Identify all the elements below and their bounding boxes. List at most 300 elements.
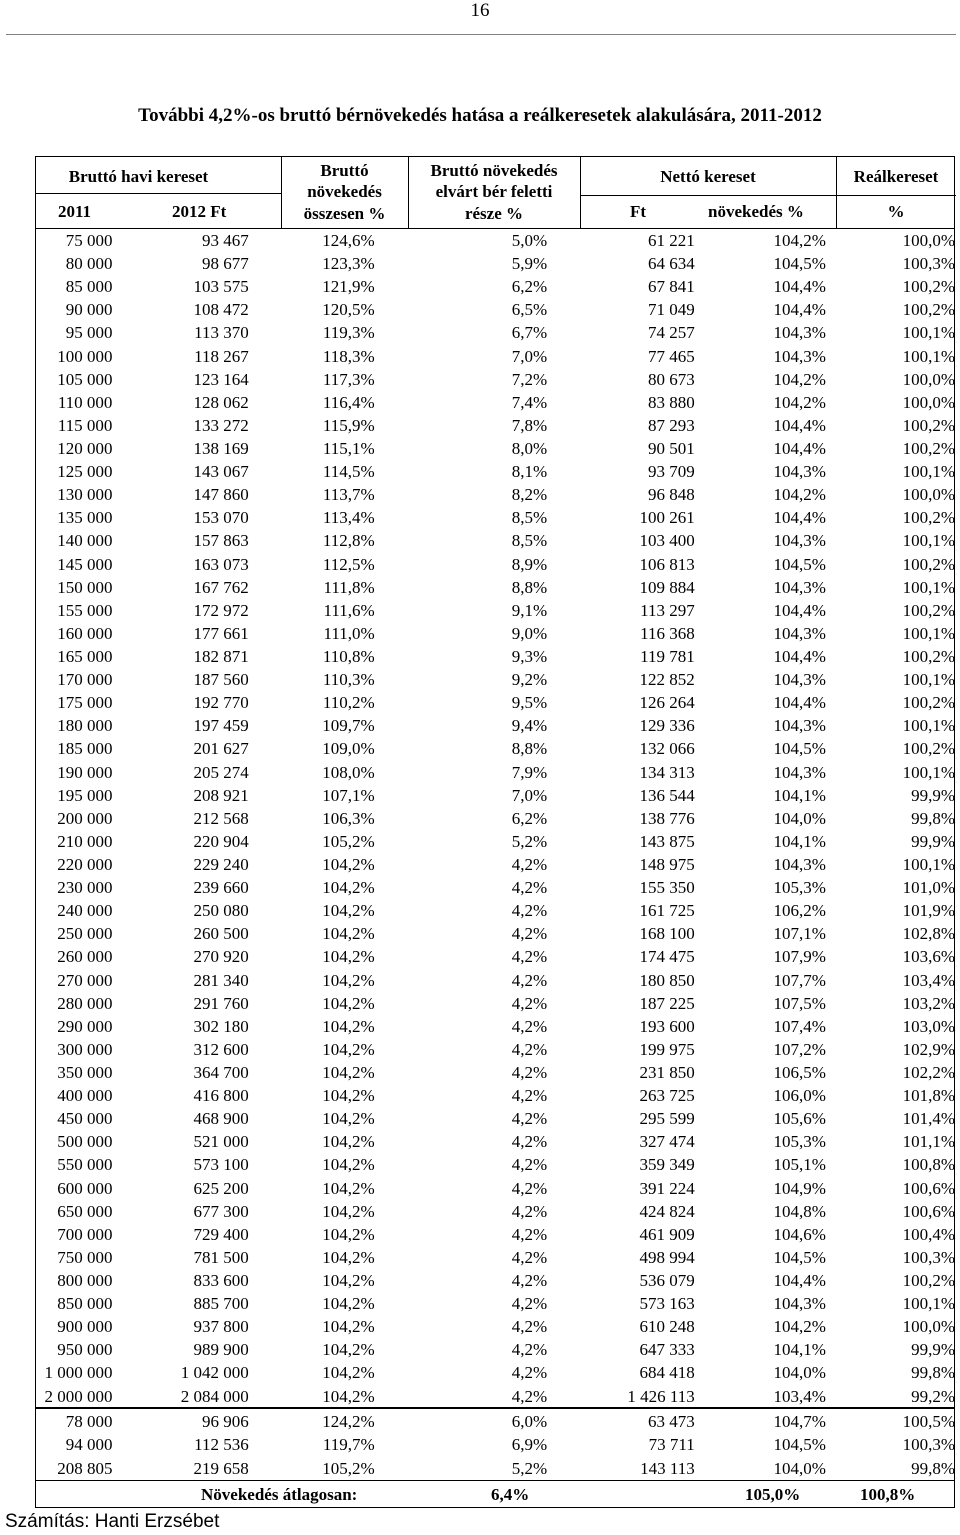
table-cell: 104,0% [773, 1363, 826, 1383]
table-row [35, 1361, 955, 1384]
table-cell: 7,8% [511, 415, 548, 435]
table-cell: 105,3% [773, 878, 826, 898]
table-cell: 96 906 [201, 1412, 249, 1432]
table-cell: 112 536 [194, 1435, 249, 1455]
table-cell: 100,0% [902, 369, 955, 389]
table-cell: 104,2% [322, 855, 375, 874]
table-cell: 104,2% [322, 993, 375, 1013]
header-gross-monthly: Bruttó havi kereset [68, 167, 209, 186]
table-cell: 4,2% [511, 1086, 548, 1106]
header-real: Reálkereset [853, 167, 939, 186]
table-cell: 85 000 [65, 277, 113, 297]
table-row [35, 691, 955, 714]
table-cell: 155 350 [639, 878, 695, 898]
table-cell: 105,6% [773, 1109, 826, 1129]
table-cell: 63 473 [648, 1412, 695, 1432]
table-cell: 100,1% [902, 855, 955, 874]
table-cell: 7,4% [511, 392, 548, 412]
table-cell: 219 658 [193, 1458, 249, 1478]
table-cell: 5,2% [511, 831, 548, 851]
table-cell: 107,5% [773, 993, 826, 1013]
table-cell: 168 100 [639, 924, 695, 944]
table-cell: 105 000 [57, 369, 113, 389]
table-cell: 104,2% [322, 1294, 375, 1314]
table-cell: 100,2% [902, 739, 955, 759]
table-cell: 100,6% [902, 1178, 955, 1198]
table-cell: 106,0% [773, 1086, 826, 1106]
table-cell: 113 297 [640, 600, 695, 620]
table-cell: 100,1% [902, 462, 955, 482]
table-cell: 104,0% [773, 808, 826, 828]
table-cell: 400 000 [57, 1086, 113, 1106]
header-net: Nettó kereset [660, 167, 756, 186]
table-cell: 220 904 [193, 831, 249, 851]
table-row [35, 252, 955, 275]
table-cell: 190 000 [57, 762, 113, 782]
table-cell: 99,2% [911, 1386, 955, 1406]
table-cell: 106,5% [773, 1062, 826, 1082]
table-row [35, 1384, 955, 1407]
table-cell: 100,1% [902, 577, 955, 597]
table-cell: 229 240 [193, 855, 249, 874]
table-cell: 113 370 [194, 323, 249, 343]
table-cell: 700 000 [57, 1224, 113, 1244]
table-row [35, 506, 955, 529]
table-cell: 885 700 [193, 1294, 249, 1314]
table-cell: 100,1% [902, 623, 955, 643]
table-cell: 100,2% [902, 693, 955, 713]
table-cell: 90 501 [648, 439, 695, 459]
table-cell: 2 000 000 [44, 1386, 113, 1406]
table-separator [35, 1407, 955, 1409]
table-cell: 170 000 [57, 670, 113, 690]
table-cell: 8,8% [511, 577, 548, 597]
table-cell: 104,2% [322, 1340, 375, 1360]
header-year-2012: 2012 Ft [172, 202, 227, 221]
table-row [35, 298, 955, 321]
table-cell: 67 841 [648, 277, 695, 297]
table-cell: 6,2% [511, 277, 548, 297]
table-cell: 100,1% [902, 323, 955, 343]
table-cell: 99,9% [911, 831, 955, 851]
table-cell: 99,8% [911, 1363, 955, 1383]
table-cell: 119,7% [322, 1435, 375, 1455]
table-cell: 116 368 [640, 623, 695, 643]
table-cell: 4,2% [511, 878, 548, 898]
table-cell: 160 000 [57, 623, 113, 643]
table-cell: 4,2% [511, 1016, 548, 1036]
table-cell: 781 500 [193, 1247, 249, 1267]
table-cell: 100,3% [902, 1247, 955, 1267]
table-cell: 461 909 [639, 1224, 695, 1244]
table-cell: 104,3% [773, 716, 826, 736]
table-cell: 647 333 [639, 1340, 695, 1360]
table-cell: 101,1% [902, 1132, 955, 1152]
table-cell: 231 850 [639, 1062, 695, 1082]
table-cell: 573 163 [639, 1294, 695, 1314]
table-cell: 102,2% [902, 1062, 955, 1082]
header-expected-3: része % [464, 204, 524, 223]
example-rows-table [35, 1410, 955, 1480]
header-net-growth: növekedés % [708, 202, 804, 221]
table-row [35, 1200, 955, 1223]
table-cell: 115,9% [322, 415, 375, 435]
page-number: 16 [470, 0, 490, 21]
table-cell: 107,7% [773, 970, 826, 990]
table-cell: 6,9% [511, 1435, 548, 1455]
table-cell: 104,3% [773, 855, 826, 874]
table-cell: 7,9% [511, 762, 548, 782]
header-expected-2: elvárt bér feletti [435, 182, 553, 201]
table-cell: 424 824 [639, 1201, 695, 1221]
table-cell: 104,3% [773, 531, 826, 551]
table-row [35, 414, 955, 437]
table-cell: 104,3% [773, 762, 826, 782]
table-cell: 4,2% [511, 1317, 548, 1337]
table-cell: 104,2% [773, 369, 826, 389]
table-cell: 100,1% [902, 346, 955, 366]
table-cell: 111,0% [323, 623, 375, 643]
table-cell: 165 000 [57, 647, 113, 667]
table-cell: 64 634 [648, 254, 695, 274]
table-row [35, 969, 955, 992]
table-cell: 104,2% [322, 1155, 375, 1175]
table-cell: 208 921 [193, 785, 249, 805]
table-cell: 104,2% [773, 485, 826, 505]
table-cell: 123,3% [322, 254, 375, 274]
table-cell: 9,2% [511, 670, 548, 690]
table-cell: 4,2% [511, 1039, 548, 1059]
table-cell: 193 600 [639, 1016, 695, 1036]
table-row [35, 275, 955, 298]
table-cell: 108,0% [322, 762, 375, 782]
table-cell: 9,4% [511, 716, 548, 736]
table-cell: 172 972 [193, 600, 249, 620]
table-cell: 107,9% [773, 947, 826, 967]
header-real-pct: % [887, 202, 905, 221]
table-cell: 104,2% [322, 1039, 375, 1059]
table-cell: 104,2% [773, 392, 826, 412]
table-cell: 100,2% [902, 600, 955, 620]
table-cell: 112,8% [322, 531, 375, 551]
table-cell: 182 871 [193, 647, 249, 667]
table-cell: 95 000 [65, 323, 113, 343]
header-gross-growth-1: Bruttó [320, 161, 369, 180]
table-row [35, 1061, 955, 1084]
table-cell: 104,5% [773, 1247, 826, 1267]
table-cell: 104,2% [322, 924, 375, 944]
table-row [35, 784, 955, 807]
table-cell: 103,4% [773, 1386, 826, 1406]
table-row [35, 1084, 955, 1107]
table-row [35, 1153, 955, 1176]
table-cell: 4,2% [511, 993, 548, 1013]
table-cell: 195 000 [57, 785, 113, 805]
table-cell: 8,2% [511, 485, 548, 505]
table-cell: 109 884 [639, 577, 695, 597]
table-cell: 116,4% [322, 392, 375, 412]
table-cell: 4,2% [511, 1109, 548, 1129]
table-cell: 9,1% [511, 600, 548, 620]
table-cell: 104,2% [322, 1109, 375, 1129]
table-cell: 107,1% [773, 924, 826, 944]
table-cell: 123 164 [193, 369, 249, 389]
table-cell: 104,3% [773, 577, 826, 597]
table-cell: 98 677 [201, 254, 249, 274]
table-cell: 100,2% [902, 1270, 955, 1290]
table-cell: 250 000 [57, 924, 113, 944]
table-row [35, 761, 955, 784]
table-cell: 104,2% [322, 1201, 375, 1221]
table-cell: 4,2% [511, 1224, 548, 1244]
table-row [35, 992, 955, 1015]
table-cell: 94 000 [65, 1435, 113, 1455]
table-cell: 610 248 [639, 1317, 695, 1337]
table-cell: 105,1% [773, 1155, 826, 1175]
table-cell: 175 000 [57, 693, 113, 713]
table-cell: 104,2% [322, 1178, 375, 1198]
table-cell: 416 800 [193, 1086, 249, 1106]
table-row [35, 1433, 955, 1456]
header-expected-1: Bruttó növekedés [430, 161, 558, 180]
table-cell: 4,2% [511, 1132, 548, 1152]
table-cell: 103,4% [902, 970, 955, 990]
table-row [35, 229, 955, 252]
table-cell: 107,1% [322, 785, 375, 805]
table-row [35, 529, 955, 552]
table-cell: 100,1% [902, 531, 955, 551]
table-cell: 230 000 [57, 878, 113, 898]
table-cell: 100,0% [902, 485, 955, 505]
header-net-ft: Ft [630, 202, 647, 221]
table-row [35, 1015, 955, 1038]
header-divider [36, 193, 281, 194]
table-cell: 100,6% [902, 1201, 955, 1221]
table-row [35, 1269, 955, 1292]
table-cell: 4,2% [511, 1386, 548, 1406]
table-cell: 192 770 [193, 693, 249, 713]
table-cell: 104,4% [773, 508, 826, 528]
table-cell: 187 560 [193, 670, 249, 690]
credit-note: Számítás: Hanti Erzsébet [5, 1511, 220, 1532]
header-year-2011: 2011 [58, 202, 92, 221]
table-cell: 118 267 [194, 346, 249, 366]
table-cell: 138 169 [193, 439, 249, 459]
table-cell: 150 000 [57, 577, 113, 597]
table-cell: 104,3% [773, 346, 826, 366]
table-cell: 104,2% [322, 1317, 375, 1337]
table-cell: 302 180 [193, 1016, 249, 1036]
table-cell: 167 762 [193, 577, 249, 597]
header-gross-growth-2: növekedés [307, 182, 382, 201]
table-cell: 136 544 [639, 785, 695, 805]
table-cell: 1 426 113 [627, 1386, 695, 1406]
table-cell: 110,3% [322, 670, 375, 690]
table-cell: 110,2% [322, 693, 375, 713]
table-cell: 4,2% [511, 970, 548, 990]
table-cell: 187 225 [639, 993, 695, 1013]
table-cell: 163 073 [193, 554, 249, 574]
table-cell: 96 848 [648, 485, 695, 505]
table-row [35, 922, 955, 945]
table-row [35, 1038, 955, 1061]
table-cell: 161 725 [639, 901, 695, 921]
table-cell: 80 000 [65, 254, 113, 274]
table-row [35, 437, 955, 460]
table-cell: 77 465 [648, 346, 695, 366]
table-cell: 103,2% [902, 993, 955, 1013]
table-cell: 75 000 [65, 231, 113, 251]
table-cell: 104,2% [773, 231, 826, 251]
table-cell: 104,2% [322, 1132, 375, 1152]
table-cell: 90 000 [65, 300, 113, 320]
table-cell: 100,1% [902, 1294, 955, 1314]
table-cell: 104,0% [773, 1458, 826, 1478]
table-cell: 281 340 [193, 970, 249, 990]
table-cell: 104,2% [322, 1062, 375, 1082]
table-cell: 110,8% [322, 647, 375, 667]
table-cell: 239 660 [193, 878, 249, 898]
table-cell: 100,2% [902, 508, 955, 528]
table-cell: 104,5% [773, 1435, 826, 1455]
table-cell: 119,3% [322, 323, 375, 343]
average-label: Növekedés átlagosan: [201, 1485, 358, 1504]
table-cell: 117,3% [322, 369, 375, 389]
table-cell: 104,4% [773, 277, 826, 297]
table-cell: 104,6% [773, 1224, 826, 1244]
average-real: 100,8% [860, 1485, 916, 1504]
average-expected: 6,4% [491, 1485, 530, 1504]
average-row [35, 1480, 955, 1508]
table-cell: 600 000 [57, 1178, 113, 1198]
table-cell: 550 000 [57, 1155, 113, 1175]
table-cell: 101,0% [902, 878, 955, 898]
table-cell: 240 000 [57, 901, 113, 921]
table-cell: 100,1% [902, 716, 955, 736]
table-cell: 103 575 [193, 277, 249, 297]
table-cell: 4,2% [511, 1201, 548, 1221]
table-cell: 73 711 [648, 1435, 695, 1455]
table-cell: 536 079 [639, 1270, 695, 1290]
table-cell: 100,1% [902, 670, 955, 690]
table-cell: 900 000 [57, 1317, 113, 1337]
table-cell: 5,2% [511, 1458, 548, 1478]
table-cell: 4,2% [511, 901, 548, 921]
table-cell: 104,4% [773, 439, 826, 459]
table-cell: 4,2% [511, 1270, 548, 1290]
table-cell: 153 070 [193, 508, 249, 528]
table-row [35, 391, 955, 414]
table-cell: 121,9% [322, 277, 375, 297]
data-table [35, 229, 955, 1408]
table-cell: 104,2% [322, 878, 375, 898]
table-cell: 4,2% [511, 1340, 548, 1360]
table-cell: 104,2% [322, 1086, 375, 1106]
table-cell: 364 700 [193, 1062, 249, 1082]
table-cell: 260 500 [193, 924, 249, 944]
table-cell: 112,5% [322, 554, 375, 574]
table-cell: 200 000 [57, 808, 113, 828]
table-cell: 750 000 [57, 1247, 113, 1267]
table-cell: 729 400 [193, 1224, 249, 1244]
table-cell: 2 084 000 [180, 1386, 249, 1406]
table-cell: 100,2% [902, 554, 955, 574]
table-row [35, 599, 955, 622]
table-row [35, 553, 955, 576]
table-cell: 650 000 [57, 1201, 113, 1221]
table-cell: 148 975 [639, 855, 695, 874]
table-row [35, 1292, 955, 1315]
table-cell: 7,2% [511, 369, 548, 389]
table-cell: 134 313 [639, 762, 695, 782]
table-cell: 500 000 [57, 1132, 113, 1152]
table-cell: 108 472 [193, 300, 249, 320]
table-cell: 1 000 000 [44, 1363, 113, 1383]
table-cell: 4,2% [511, 947, 548, 967]
table-cell: 263 725 [639, 1086, 695, 1106]
table-row [35, 1410, 955, 1433]
table-cell: 205 274 [193, 762, 249, 782]
table-cell: 6,7% [511, 323, 548, 343]
table-cell: 143 875 [639, 831, 695, 851]
table-cell: 104,4% [773, 415, 826, 435]
table-cell: 111,8% [323, 577, 375, 597]
table-cell: 468 900 [193, 1109, 249, 1129]
table-cell: 103,6% [902, 947, 955, 967]
table-cell: 180 000 [57, 716, 113, 736]
table-cell: 129 336 [639, 716, 695, 736]
table-cell: 104,9% [773, 1178, 826, 1198]
table-title: További 4,2%-os bruttó bérnövekedés hatása a reálkeresetek alakulására, 2011-2012 [138, 105, 822, 126]
table-cell: 8,5% [511, 508, 548, 528]
header-gross-growth-3: összesen % [303, 204, 386, 223]
table-cell: 280 000 [57, 993, 113, 1013]
table-cell: 270 000 [57, 970, 113, 990]
table-cell: 100,3% [902, 1435, 955, 1455]
table-cell: 104,2% [773, 1317, 826, 1337]
table-cell: 99,8% [911, 808, 955, 828]
table-cell: 115 000 [57, 415, 113, 435]
table-cell: 101,4% [902, 1109, 955, 1129]
table-cell: 99,9% [911, 785, 955, 805]
table-row [35, 1176, 955, 1199]
table-row [35, 1315, 955, 1338]
table-cell: 104,2% [322, 1270, 375, 1290]
average-net-growth: 105,0% [745, 1485, 801, 1504]
table-cell: 950 000 [57, 1340, 113, 1360]
table-cell: 100,2% [902, 439, 955, 459]
table-cell: 104,4% [773, 1270, 826, 1290]
table-cell: 850 000 [57, 1294, 113, 1314]
table-cell: 327 474 [639, 1132, 695, 1152]
table-cell: 100 000 [57, 346, 113, 366]
table-cell: 8,9% [511, 554, 548, 574]
table-row [35, 714, 955, 737]
table-cell: 138 776 [639, 808, 695, 828]
table-cell: 295 599 [639, 1109, 695, 1129]
table-cell: 291 760 [193, 993, 249, 1013]
table-row [35, 1338, 955, 1361]
table-cell: 1 042 000 [180, 1363, 249, 1383]
table-cell: 250 080 [193, 901, 249, 921]
table-cell: 104,2% [322, 947, 375, 967]
table-cell: 100,8% [902, 1155, 955, 1175]
table-cell: 100,0% [902, 392, 955, 412]
table-cell: 199 975 [639, 1039, 695, 1059]
table-cell: 113,7% [322, 485, 375, 505]
table-cell: 4,2% [511, 1247, 548, 1267]
table-row [35, 483, 955, 506]
